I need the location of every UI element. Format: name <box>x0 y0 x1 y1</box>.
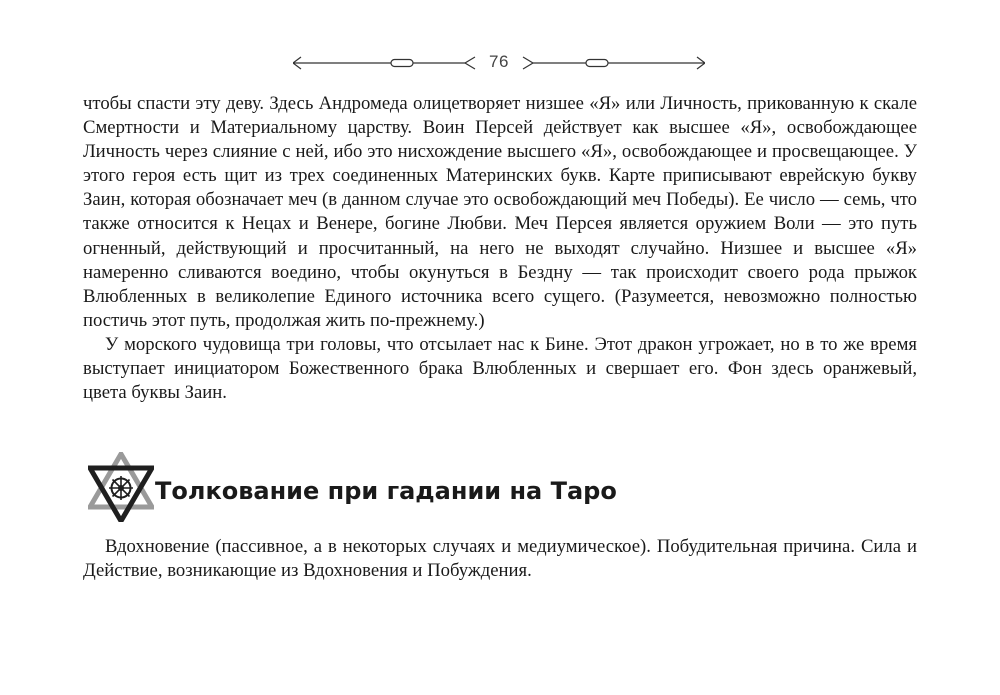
main-text <box>83 92 917 405</box>
section-title: Толкование при гадании на Таро <box>155 477 617 505</box>
paragraph: чтобы спасти эту деву. Здесь Андромеда олицетворяет низшее «Я» или Личность, прикованную к скале Смертности и Материальному царству. Воин Персей действует как высшее «Я», освобождающее Личность через слияние с ней, ибо это нисхождение высшего «Я», освобождающее и просвещающее. У этого героя есть щит из трех соединенных Материнских букв. Карте приписывают еврейскую букву Заин, которая обозначает меч (в данном случае это освобождающий меч Победы). Ее число — семь, что также относится к Нецах и Венере, богине Любви. Меч Персея является оружием Воли — это путь огненный, действующий и просчитанный, на него не выходят случайно. Низшее и высшее «Я» намеренно сливаются воедино, чтобы окунуться в Бездну — так происходит своего рода прыжок Влюбленных в великолепие Единого источника всего сущего. (Разумеется, невозможно полностью постичь этот путь, продолжая жить по-прежнему.) <box>83 93 917 331</box>
page-header <box>293 50 705 76</box>
page-number: 76 <box>489 52 509 71</box>
paragraph: У морского чудовища три головы, что отсылает нас к Бине. Этот дракон угрожает, но в то же время выступает инициатором Божественного брака Влюбленных и свершает его. Фон здесь оранжевый, цвета буквы Заин. <box>83 333 917 404</box>
hexagram-icon <box>88 452 154 522</box>
section-text <box>83 535 917 583</box>
section-heading <box>83 452 917 522</box>
paragraph: Вдохновение (пассивное, а в некоторых случаях и медиумическое). Побудительная причина. Сила и Действие, возникающие из Вдохновения и Побуждения. <box>83 536 917 582</box>
